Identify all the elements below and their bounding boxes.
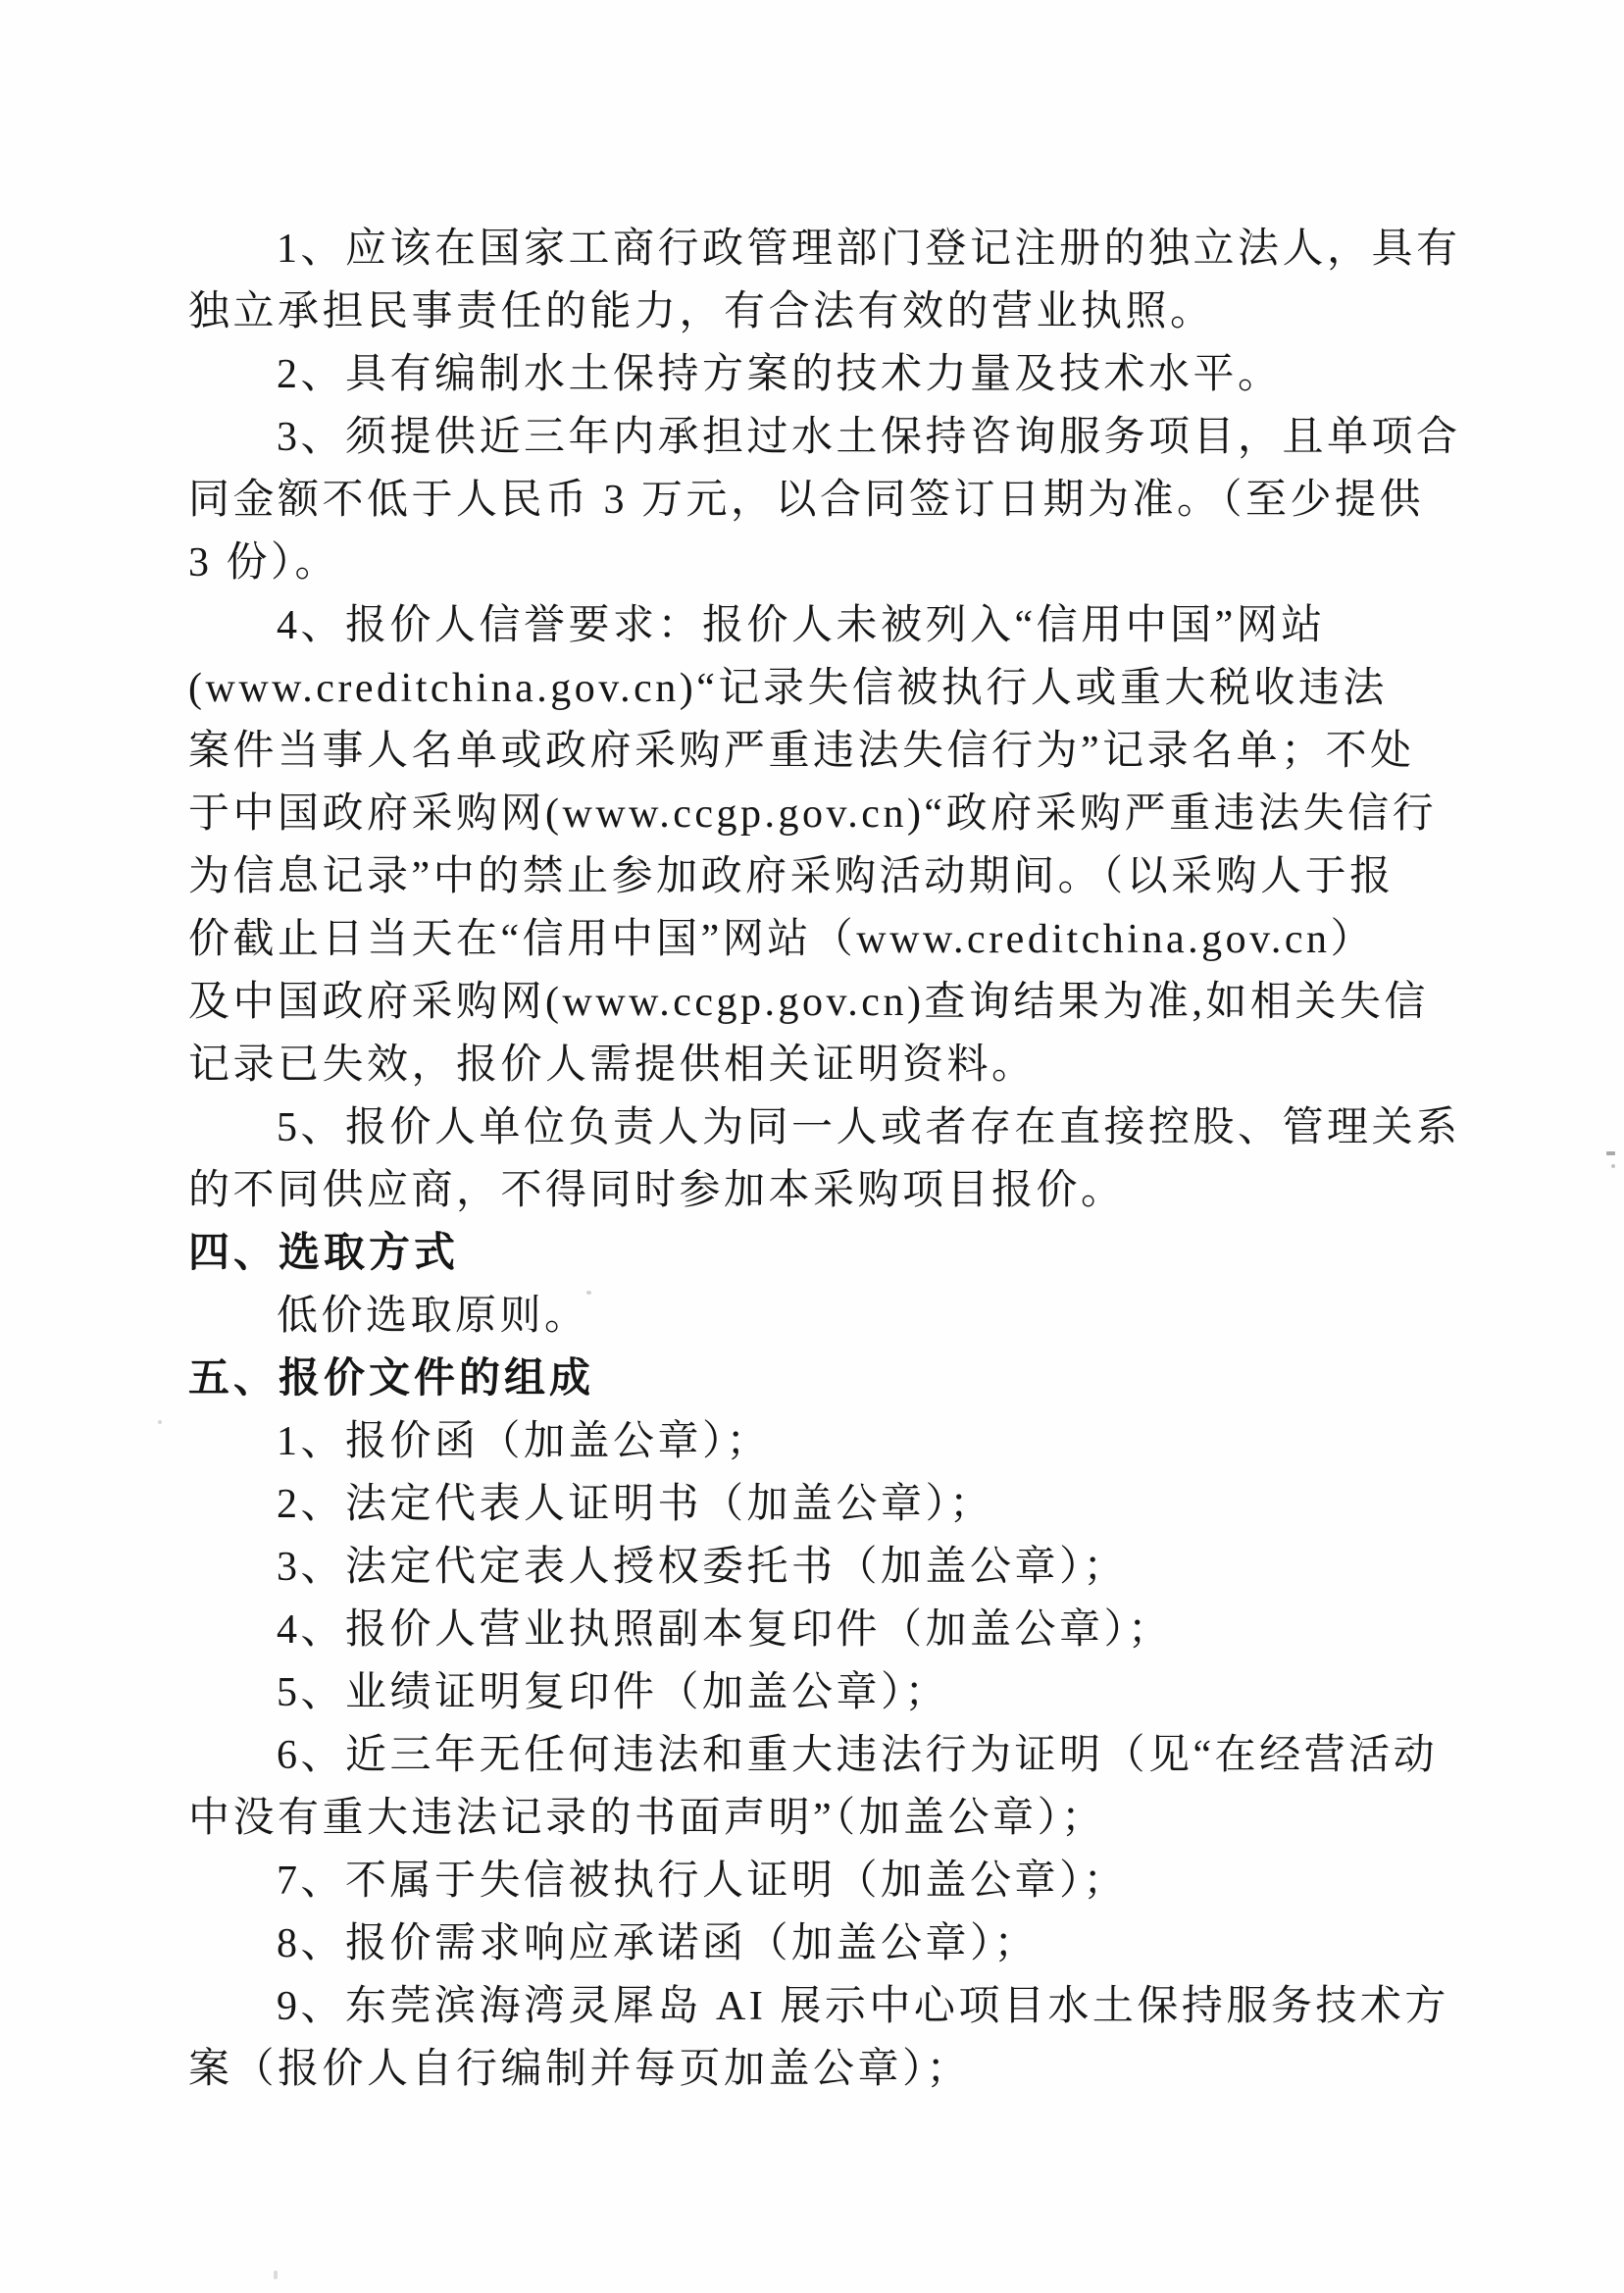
text-line: 案件当事人名单或政府采购严重违法失信行为”记录名单；不处 <box>188 729 1415 774</box>
section-heading: 四、选取方式 <box>188 1231 460 1276</box>
text-line: 3、须提供近三年内承担过水土保持咨询服务项目，且单项合 <box>277 415 1461 460</box>
text-line: 记录已失效，报价人需提供相关证明资料。 <box>188 1043 1037 1088</box>
text-line: 4、报价人营业执照副本复印件（加盖公章）； <box>277 1607 1173 1653</box>
scan-speck <box>158 1420 162 1424</box>
text-line: 中没有重大违法记录的书面声明”（加盖公章）； <box>188 1796 1106 1841</box>
scan-speck <box>1611 1164 1615 1168</box>
scan-speck <box>586 1291 591 1295</box>
text-line: 9、东莞滨海湾灵犀岛 AI 展示中心项目水土保持服务技术方 <box>277 1984 1449 2029</box>
text-line: (www.creditchina.gov.cn)“记录失信被执行人或重大税收违法 <box>188 666 1388 711</box>
text-line: 1、报价函（加盖公章）； <box>277 1419 772 1464</box>
text-line: 及中国政府采购网(www.ccgp.gov.cn)查询结果为准,如相关失信 <box>188 980 1429 1025</box>
text-line: 案（报价人自行编制并每页加盖公章）； <box>188 2047 972 2092</box>
text-line: 6、近三年无任何违法和重大违法行为证明（见“在经营活动 <box>277 1733 1439 1778</box>
text-line: 为信息记录”中的禁止参加政府采购活动期间。（以采购人于报 <box>188 854 1395 899</box>
text-line: 2、法定代表人证明书（加盖公章）； <box>277 1482 994 1527</box>
text-line: 8、报价需求响应承诺函（加盖公章）； <box>277 1921 1040 1966</box>
text-line: 于中国政府采购网(www.ccgp.gov.cn)“政府采购严重违法失信行 <box>188 791 1438 837</box>
document-body <box>188 218 1507 2101</box>
text-line: 3 份）。 <box>188 540 340 586</box>
text-line: 1、应该在国家工商行政管理部门登记注册的独立法人，具有 <box>277 227 1461 272</box>
text-line: 4、报价人信誉要求：报价人未被列入“信用中国”网站 <box>277 603 1326 648</box>
text-line: 5、业绩证明复印件（加盖公章）； <box>277 1670 950 1715</box>
text-line: 同金额不低于人民币 3 万元，以合同签订日期为准。（至少提供 <box>188 478 1425 523</box>
text-line: 5、报价人单位负责人为同一人或者存在直接控股、管理关系 <box>277 1105 1461 1150</box>
scan-speck <box>1606 1151 1615 1155</box>
text-line: 低价选取原则。 <box>277 1294 589 1339</box>
text-line: 的不同供应商，不得同时参加本采购项目报价。 <box>188 1168 1126 1213</box>
text-line: 2、具有编制水土保持方案的技术力量及技术水平。 <box>277 352 1283 397</box>
section-heading: 五、报价文件的组成 <box>188 1356 595 1401</box>
text-line: 价截止日当天在“信用中国”网站（www.creditchina.gov.cn） <box>188 917 1376 962</box>
text-line: 独立承担民事责任的能力，有合法有效的营业执照。 <box>188 289 1215 334</box>
text-line: 3、法定代定表人授权委托书（加盖公章）； <box>277 1545 1129 1590</box>
scan-speck <box>274 2270 278 2279</box>
text-line: 7、不属于失信被执行人证明（加盖公章）； <box>277 1859 1129 1904</box>
